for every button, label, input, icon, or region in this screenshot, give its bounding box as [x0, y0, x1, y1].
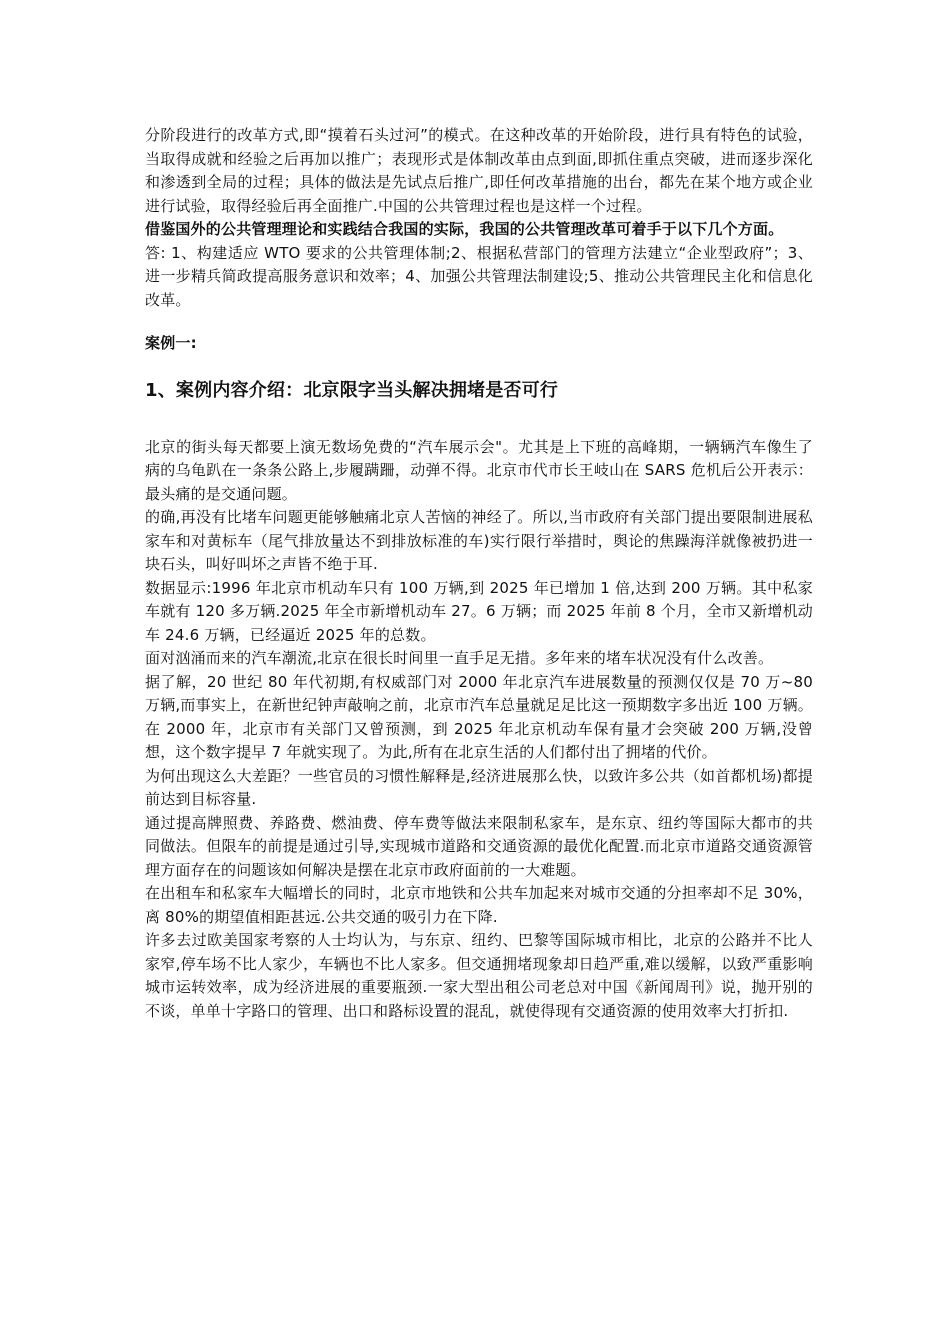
case-paragraph: 为何出现这么大差距？一些官员的习惯性解释是,经济进展那么快，以致许多公共（如首都机场)都提前达到目标容量. — [145, 766, 813, 808]
intro-paragraph: 分阶段进行的改革方式,即“摸着石头过河”的模式。在这种改革的开始阶段，进行具有特色的试验，当取得成就和经验之后再加以推广；表现形式是体制改革由点到面,即抓住重点突破，进而逐步深化和渗透到全局的过程；具体的做法是先试点后推广,即任何改革措施的出台，都先在某个地方或企业进行试验，取得经验后再全面推广.中国的公共管理过程也是这样一个过程。 — [145, 126, 813, 215]
case-paragraph: 据了解，20 世纪 80 年代初期,有权威部门对 2000 年北京汽车进展数量的预测仅仅是 70 万~80 万辆,而事实上，在新世纪钟声敲响之前，北京市汽车总量就足足比这一预期数字多出近 100 万辆。在 2000 年，北京市有关部门又曾预测，到 2025 年北京机动车保有量才会突破 200 万辆,没曾想，这个数字提早 7 年就实现了。为此,所有在北京生活的人们都付出了拥堵的代价。 — [145, 672, 813, 761]
case-paragraph: 在出租车和私家车大幅增长的同时，北京市地铁和公共车加起来对城市交通的分担率却不足 30%，离 80%的期望值相距甚远.公共交通的吸引力在下降. — [145, 884, 813, 926]
question-text: 借鉴国外的公共管理理论和实践结合我国的实际，我国的公共管理改革可着手于以下几个方面。 — [145, 220, 784, 238]
case-paragraph: 通过提高牌照费、养路费、燃油费、停车费等做法来限制私家车，是东京、纽约等国际大都市的共同做法。但限车的前提是通过引导,实现城市道路和交通资源的最优化配置.而北京市道路交通资源管理方面存在的问题该如何解决是摆在北京市政府面前的一大难题。 — [145, 813, 813, 879]
case-paragraph: 数据显示:1996 年北京市机动车只有 100 万辆,到 2025 年已增加 1 倍,达到 200 万辆。其中私家车就有 120 多万辆.2025 年全市新增机动车 27。6 万辆；而 2025 年前 8 个月，全市又新增机动车 24.6 万辆，已经逼近 2025 年的总数。 — [145, 578, 813, 644]
case-paragraph: 北京的街头每天都要上演无数场免费的“汽车展示会"。尤其是上下班的高峰期，一辆辆汽车像生了病的乌龟趴在一条条公路上,步履蹒跚，动弹不得。北京市代市长王岐山在 SARS 危机后公开表示：最头痛的是交通问题。 — [145, 437, 813, 503]
case-label: 案例一: — [145, 334, 197, 352]
case-paragraph: 的确,再没有比堵车问题更能够触痛北京人苦恼的神经了。所以,当市政府有关部门提出要限制进展私家车和对黄标车（尾气排放量达不到排放标准的车)实行限行举措时，舆论的焦躁海洋就像被扔进一块石头，叫好叫坏之声皆不绝于耳. — [145, 508, 813, 573]
case-heading: 1、案例内容介绍：北京限字当头解决拥堵是否可行 — [145, 379, 559, 401]
case-paragraph: 面对汹涌而来的汽车潮流,北京在很长时间里一直手足无措。多年来的堵车状况没有什么改善。 — [145, 649, 774, 667]
answer-text: 答: 1、构建适应 WTO 要求的公共管理体制;2、根据私营部门的管理方法建立“企业型政府”；3、进一步精兵简政提高服务意识和效率；4、加强公共管理法制建设;5、推动公共管理民主化和信息化改革。 — [145, 243, 813, 309]
case-paragraph: 许多去过欧美国家考察的人士均认为，与东京、纽约、巴黎等国际城市相比，北京的公路并不比人家窄,停车场不比人家少，车辆也不比人家多。但交通拥堵现象却日趋严重,难以缓解，以致严重影响城市运转效率，成为经济进展的重要瓶颈.一家大型出租公司老总对中国《新闻周刊》说，抛开别的不谈，单单十字路口的管理、出口和路标设置的混乱，就使得现有交通资源的使用效率大打折扣. — [145, 931, 813, 1020]
document-page — [145, 124, 813, 1023]
